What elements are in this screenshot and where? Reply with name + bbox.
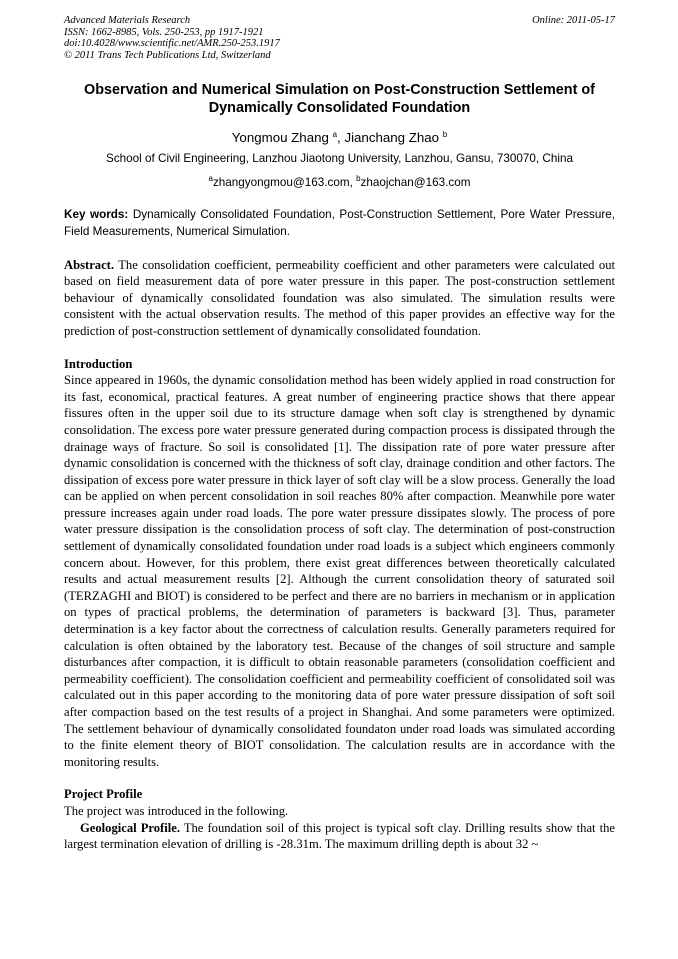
project-profile-heading: Project Profile [64,787,143,802]
keywords [64,207,615,240]
email-a-sup: a [208,174,213,184]
keywords-label: Key words: [64,208,129,222]
paper-title: Observation and Numerical Simulation on Post-Construction Settlement of Dynamically Consolidated Foundation [84,82,595,116]
geological-profile-paragraph [64,820,615,853]
introduction-text: Since appeared in 1960s, the dynamic consolidation method has been widely applied in road construction for its fast, economical, practical features. A great number of engineering practice shows that there appear fissures often in the upper soil due to its structure damage when soft clay is strengthened by dynamic consolidation. The excess pore water pressure generated during compaction process is dissipated through the drainage ways of fracture. So soil is consolidated [1]. The dissipation rate of pore water pressure after dynamic consolidation is concerned with the thickness of soft clay, drainage condition and other factors. The dissipation of excess pore water pressure in thick layer of soft clay will be a slow process. Generally the load can be applied on when percent consolidation in soil reaches 80% after compaction. Meanwhile pore water pressure increases again under road loads. The pore water pressure dissipates slowly. The process of pore water pressure dissipation is the consolidation process of soft clay. The determination of post-construction settlement of dynamically consolidated foundation under road loads is a subject which engineers commonly concern about. However, for this problem, there exist great differences between theoretically calculated results and actual measurement results [2]. Although the current consolidation theory of saturated soil (TERZAGHI and BIOT) is considered to be perfect and there are no barriers in mechanism or in application on types of practical problems, the determination of parameters is backward [3]. Thus, parameter determination is a key factor about the correctness of calculation results. Generally parameters required for calculation is often obtained by the laboratory test. Because of the changes of soil structure and sample disturbances after compaction, it is difficult to obtain reasonable parameters (consolidation coefficient and permeability coefficient). The consolidation coefficient and permeability coefficient of consolidated soil was calculated out in this paper according to the monitoring data of pore water pressure dissipation of soft soil after compaction based on the test results of a project in Shanghai. And some parameters were optimized. The settlement behaviour of dynamically consolidated foundaton under road loads was simulated according to the finite element theory of BIOT consolidation. The calculation results are in accordance with the monitoring results. [64,373,615,769]
affiliation: School of Civil Engineering, Lanzhou Jiaotong University, Lanzhou, Gansu, 730070, China [106,152,573,166]
email-b-sup: b [356,174,361,184]
online-date: Online: 2011-05-17 [532,15,615,26]
introduction-heading: Introduction [64,356,133,371]
email-line [64,176,615,190]
author-separator: , [337,130,345,146]
copyright-line: © 2011 Trans Tech Publications Ltd, Switzerland [64,49,271,61]
abstract-text: The consolidation coefficient, permeability coefficient and other parameters were calculated out based on field measurement data of pore water pressure in this paper. The post-construction settlement behaviour of dynamically consolidated foundation was also simulated. The simulation results were consistent with the actual observation results. The method of this paper provides an effective way for the prediction of post-construction settlement of dynamically consolidated foundation. [64,257,615,338]
author-1-sup: a [332,130,338,140]
journal-header [64,15,615,61]
abstract [64,257,615,340]
issn-line: ISSN: 1662-8985, Vols. 250-253, pp 1917-1921 [64,26,264,38]
abstract-label: Abstract. [64,257,115,272]
author-line [64,130,615,146]
keywords-text: Dynamically Consolidated Foundation, Post-Construction Settlement, Pore Water Pressure, Field Measurements, Numerical Simulation. [64,208,616,238]
email-a: zhangyongmou@163.com, [212,176,357,190]
doi-line: doi:10.4028/www.scientific.net/AMR.250-253.1917 [64,38,280,50]
author-1: Yongmou Zhang [231,130,329,146]
paper-page [64,15,615,853]
author-2-sup: b [442,130,448,140]
author-2: Jianchang Zhao [344,130,440,146]
email-b: zhaojchan@163.com [360,176,471,190]
journal-name: Advanced Materials Research [64,15,191,26]
geological-profile-label: Geological Profile. [80,820,180,835]
geological-profile-text: The foundation soil of this project is typical soft clay. Drilling results show that the largest termination elevation of drilling is -28.31m. The maximum drilling depth is about 32 ~ [64,820,615,852]
project-profile-intro: The project was introduced in the following. [64,803,289,818]
